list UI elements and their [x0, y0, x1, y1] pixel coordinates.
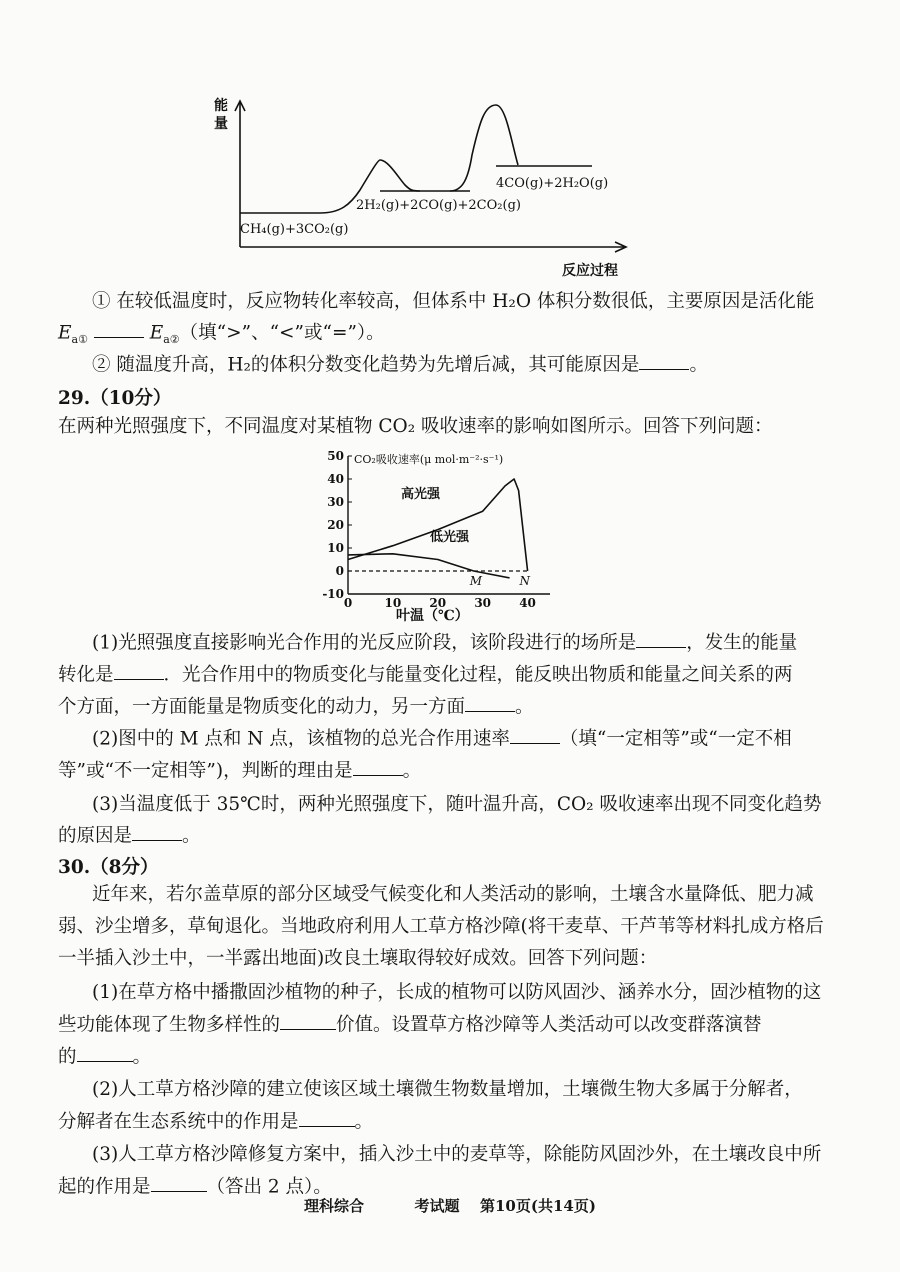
q29-p1-c: 转化是 — [58, 664, 114, 686]
answer-blank-30-4[interactable] — [151, 1172, 207, 1192]
answer-blank-30-2[interactable] — [77, 1042, 133, 1062]
q30-p1-line2 — [58, 1010, 818, 1040]
q29-header: 29.（10分） — [58, 388, 172, 409]
q30-header: 30.（8分） — [58, 857, 159, 878]
co2-chart — [318, 448, 558, 626]
q28-hint: （填“>”、“<”或“=”）。 — [179, 322, 385, 344]
state2-label: 2H₂(g)+2CO(g)+2CO₂(g) — [356, 198, 521, 213]
label-high-light: 高光强 — [401, 487, 441, 502]
chart-xlabel: 叶温（℃） — [396, 608, 469, 624]
chart-y-tick-label: 10 — [327, 541, 344, 555]
chart-y-tick-label: 30 — [327, 495, 344, 509]
q28-line3 — [92, 350, 708, 380]
point-n-label: N — [519, 574, 531, 588]
q30-p2-line1: (2)人工草方格沙障的建立使该区域土壤微生物数量增加，土壤微生物大多属于分解者， — [92, 1079, 803, 1100]
series-low-light-line — [348, 554, 510, 578]
q30-p1-line3 — [58, 1042, 818, 1072]
point-m-label: M — [469, 574, 482, 588]
q28-line3-text: ② 随温度升高，H₂的体积分数变化趋势为先增后减，其可能原因是 — [92, 354, 640, 376]
answer-blank-30-3[interactable] — [299, 1107, 355, 1127]
q29-p1-line3 — [58, 692, 818, 722]
answer-blank-28-1[interactable] — [94, 318, 144, 338]
chart-y-tick-label: 0 — [335, 564, 344, 578]
chart-y-tick-label: 50 — [327, 449, 344, 463]
page-footer — [0, 1195, 900, 1216]
q29-p1-line1 — [92, 628, 797, 658]
q30-p1-b: 些功能体现了生物多样性的 — [58, 1014, 281, 1036]
ea1-subscript: a① — [71, 333, 88, 347]
q29-p3-line2 — [58, 821, 818, 851]
chart-y-tick-label: 40 — [327, 472, 344, 486]
answer-blank-28-2[interactable] — [639, 350, 689, 370]
q30-p3-line1: (3)人工草方格沙障修复方案中，插入沙土中的麦草等，除能防风固沙外，在土壤改良中所 — [92, 1144, 822, 1165]
state1-label: CH₄(g)+3CO₂(g) — [240, 222, 349, 237]
answer-blank-29-1[interactable] — [636, 628, 686, 648]
q29-p1-e: 个方面，一方面能量是物质变化的动力，另一方面 — [58, 696, 466, 718]
q28-line1: ① 在较低温度时，反应物转化率较高，但体系中 H₂O 体积分数很低，主要原因是活化能 — [92, 291, 815, 312]
q29-p2-line1 — [92, 724, 792, 754]
ea1-symbol: E — [58, 322, 72, 344]
q30-p1-line1: (1)在草方格中播撒固沙植物的种子，长成的植物可以防风固沙、涵养水分，固沙植物的这 — [92, 982, 822, 1003]
ea2-subscript: a② — [163, 333, 180, 347]
q29-p1-a: (1)光照强度直接影响光合作用的光反应阶段，该阶段进行的场所是 — [92, 632, 637, 654]
answer-blank-29-6[interactable] — [132, 821, 182, 841]
q29-p1-d: ．光合作用中的物质变化与能量变化过程，能反映出物质和能量之间关系的两 — [163, 664, 793, 686]
q29-p2-b: （填“一定相等”或“一定不相 — [559, 728, 792, 750]
ea2-symbol: E — [149, 322, 164, 344]
q29-p3-b: 的原因是 — [58, 825, 133, 847]
q30-p1-e: 。 — [132, 1046, 152, 1068]
chart-y-tick-label: 20 — [327, 518, 344, 532]
q29-p2-c: 等”或“不一定相等”)，判断的理由是 — [58, 760, 353, 782]
q29-p1-line2 — [58, 660, 818, 690]
q30-p3-b: 起的作用是 — [58, 1176, 151, 1198]
y-axis-label-2: 量 — [214, 116, 228, 132]
chart-ylabel: CO₂吸收速率(μ mol·m⁻²·s⁻¹) — [354, 453, 504, 466]
chart-x-tick-label: 10 — [384, 596, 402, 610]
q30-p3-c: （答出 2 点）。 — [206, 1176, 332, 1198]
x-axis-label: 反应过程 — [562, 263, 618, 279]
chart-y-tick-label: -10 — [322, 587, 344, 601]
q30-p2-c: 。 — [354, 1111, 374, 1133]
chart-x-tick-label: 30 — [474, 596, 492, 610]
answer-blank-29-2[interactable] — [114, 660, 164, 680]
label-low-light: 低光强 — [430, 530, 470, 545]
footer-page: 第10页(共14页) — [480, 1197, 596, 1215]
answer-blank-29-5[interactable] — [353, 756, 403, 776]
chart-x-tick-label: 40 — [519, 596, 536, 610]
answer-blank-30-1[interactable] — [280, 1010, 336, 1030]
q28-line3-end: 。 — [689, 354, 708, 376]
energy-diagram — [200, 95, 650, 280]
state3-label: 4CO(g)+2H₂O(g) — [496, 176, 609, 191]
answer-blank-29-3[interactable] — [465, 692, 515, 712]
q30-p2-line2 — [58, 1107, 818, 1137]
q30-p1-d: 的 — [58, 1046, 77, 1068]
q30-intro-line3: 一半插入沙土中，一半露出地面)改良土壤取得较好成效。回答下列问题： — [58, 948, 658, 969]
chart-x-tick-label: 20 — [429, 596, 447, 610]
footer-exam: 考试题 — [414, 1197, 460, 1215]
q29-p2-a: (2)图中的 M 点和 N 点，该植物的总光合作用速率 — [92, 728, 510, 750]
y-axis-label-1: 能 — [214, 98, 228, 114]
chart-x-tick-label: 0 — [343, 596, 353, 610]
q30-p1-c: 价值。设置草方格沙障等人类活动可以改变群落演替 — [336, 1014, 762, 1036]
q30-p2-b: 分解者在生态系统中的作用是 — [58, 1111, 299, 1133]
q29-p1-b: ，发生的能量 — [686, 632, 798, 654]
q29-p1-f: 。 — [515, 696, 534, 718]
footer-subject: 理科综合 — [304, 1197, 365, 1215]
q29-intro: 在两种光照强度下，不同温度对某植物 CO₂ 吸收速率的影响如图所示。回答下列问题： — [58, 416, 773, 437]
q29-p2-line2 — [58, 756, 818, 786]
answer-blank-29-4[interactable] — [510, 724, 560, 744]
q29-p2-d: 。 — [402, 760, 422, 782]
q29-p3-line1: (3)当温度低于 35℃时，两种光照强度下，随叶温升高，CO₂ 吸收速率出现不同变化趋势 — [92, 794, 822, 815]
q29-p3-c: 。 — [182, 825, 201, 847]
q30-intro-line1: 近年来，若尔盖草原的部分区域受气候变化和人类活动的影响，土壤含水量降低、肥力减 — [92, 884, 814, 905]
q30-intro-line2: 弱、沙尘增多，草甸退化。当地政府利用人工草方格沙障(将干麦草、干芦苇等材料扎成方格后 — [58, 916, 824, 937]
